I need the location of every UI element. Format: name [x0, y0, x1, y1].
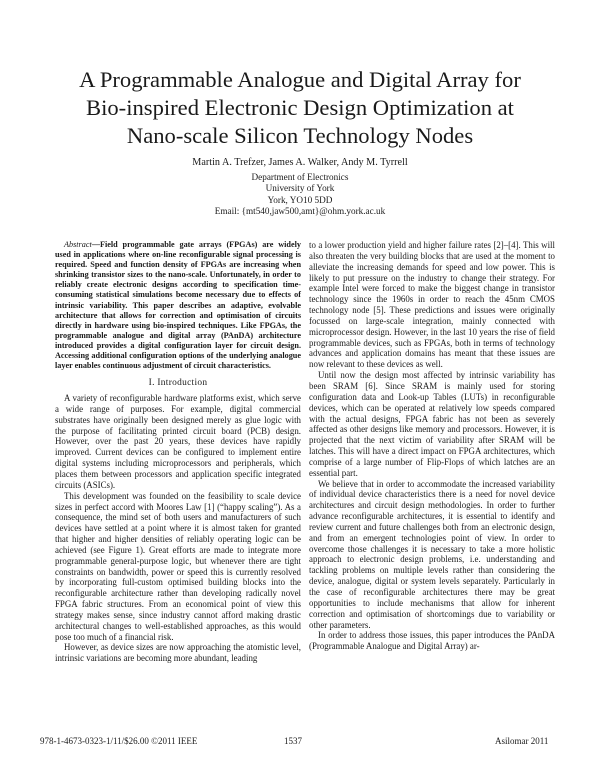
paragraph: to a lower production yield and higher failure rates [2]–[4]. This will also threaten the very building blocks that are used at the moment to alleviate the increasing demands for speed and low power. This is likely to put pressure on the industry to change their strategy. For example Intel were forced to make the biggest change in transistor technology since the 1960s in order to reach the 45nm CMOS technology node [5]. These predictions and issues were originally focussed on large-scale integration, mainly connected with microprocessor design. However, in the last 10 years the rise of field programmable devices, such as FPGAs, both in terms of technology advances and application domains has meant that these issues are now relevant to these devices as well.: [309, 240, 555, 370]
right-column: [309, 240, 555, 652]
title-line: Bio-inspired Electronic Design Optimization at: [86, 95, 514, 120]
footer-page-number: 1537: [284, 736, 302, 746]
section-heading: I. Introduction: [148, 378, 208, 389]
abstract: [55, 240, 301, 371]
affiliation-line: York, YO10 5DD: [267, 194, 333, 205]
title-line: Nano-scale Silicon Technology Nodes: [126, 123, 474, 148]
authors: Martin A. Trefzer, James A. Walker, Andy M. Tyrrell: [192, 157, 408, 168]
left-column: [55, 240, 301, 664]
affiliation: [100, 172, 500, 218]
paper-title: [40, 66, 560, 150]
paragraph: A variety of reconfigurable hardware platforms exist, which serve a wide range of purposes. For example, digital commercial substrates have originally been designed merely as glue logic with the purpose of facilitating printed circuit board (PCB) design. However, over the past 20 years, these devices have rapidly improved. Current devices can be configured to implement entire digital systems including microprocessors and peripherals, which places them between processors and application specific integrated circuits (ASICs).: [55, 393, 301, 490]
paragraph: We believe that in order to accommodate the increased variability of individual device characteristics there is a need for novel device architectures and circuit design methodologies. In order to further advance reconfigurable architectures, it is essential to identify and review current and future challenges both from an electronic design, and from an emergent technologies point of view. In order to overcome those challenges it is necessary to take a more holistic approach to electronic design problems, i.e. understanding and tackling problems on multiple levels rather than considering the device, analogue, digital or system levels separately. Particularly in the case of reconfigurable architectures there may be great opportunities to include mechanisms that allow for inherent correction and optimisation of shortcomings due to variability or other parameters.: [309, 478, 555, 630]
footer-copyright: 978-1-4673-0323-1/11/$26.00 ©2011 IEEE: [40, 736, 198, 746]
title-line: A Programmable Analogue and Digital Array for: [79, 67, 521, 92]
paragraph: Until now the design most affected by intrinsic variability has been SRAM [6]. Since SRAM is mainly used for storing configuration data and Look-up Tables (LUTs) in reconfigurable devices, which can be operated at relatively low speeds compared with the actual designs, FPGA fabric has not been as severely affected as other designs like memory and processors. However, it is projected that the next victim of variability after SRAM will be latches. This will have a direct impact on FPGA architectures, which comprise of a large number of Flip-Flops of which latches are an essential part.: [309, 370, 555, 478]
affiliation-line: University of York: [265, 183, 335, 194]
affiliation-line: Department of Electronics: [251, 172, 349, 182]
paragraph: However, as device sizes are now approaching the atomistic level, intrinsic variations are becoming more abundant, leading: [55, 642, 301, 664]
footer-venue: Asilomar 2011: [495, 736, 549, 746]
abstract-label: Abstract: [64, 240, 92, 249]
paragraph: This development was founded on the feasibility to scale device sizes in perfect accord with Moores Law [1] (“happy scaling”). As a consequence, the mind set of both users and manufacturers of such devices have settled at a point where it is almost taken for granted that higher and higher densities of reliably operating logic can be achieved (see Figure 1). Great efforts are made to integrate more programmable general-purpose logic, but whenever there are tight constraints on bandwidth, power or speed this is currently resolved by incorporating full-custom optimised building blocks into the reconfigurable architecture rather than developing radically novel FPGA fabric structures. From an economical point of view this strategy makes sense, since industry cannot afford making drastic architectural changes to well-established approaches, as this would pose too much of a financial risk.: [55, 490, 301, 642]
paragraph: In order to address those issues, this paper introduces the PAnDA (Programmable Analogue and Digital Array) ar-: [309, 630, 555, 652]
abstract-text: —Field programmable gate arrays (FPGAs) are widely used in applications where on-line reconfigurable signal processing is required. Speed and function density of FPGAs are increasing when shrinking transistor sizes to the nano-scale. Unfortunately, in order to reliably create electronic designs according to specification time-consuming statistical simulations become necessary due to effects of intrinsic variability. This paper describes an adaptive, evolvable architecture that allows for correction and optimisation of circuits directly in hardware using bio-inspired techniques. Like FPGAs, the programmable analogue and digital array (PAnDA) architecture introduced provides a digital configuration layer for circuit design. Accessing additional configuration options of the underlying analogue layer enables continuous adjustment of circuit characteristics.: [55, 240, 301, 371]
email-line: Email: {mt540,jaw500,amt}@ohm.york.ac.uk: [214, 206, 386, 217]
